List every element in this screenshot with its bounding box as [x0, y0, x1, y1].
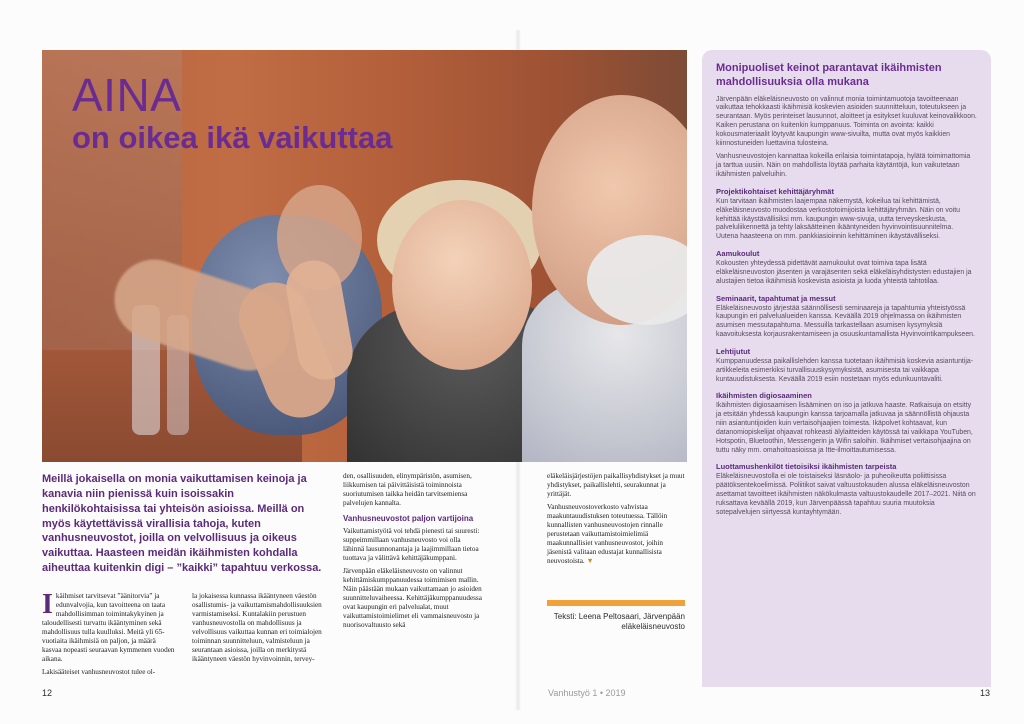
sidebar-section-heading: Aamukoulut: [716, 249, 760, 259]
magazine-footer: Vanhustyö 1 • 2019: [548, 688, 626, 698]
sidebar-section-heading: Luottamushenkilöt tietoisiksi ikäihmisten tarpeista: [716, 462, 897, 472]
body-subheading: Vanhusneuvostot paljon vartijoina: [343, 514, 474, 523]
sidebar-section-seminaarit: [716, 294, 977, 340]
sidebar-section-text: Eläkeläisneuvosto järjestää säännöllisesti seminaareja ja tapahtumia yhteistyössä kaupungin eri palvelualueiden kanssa. Keväällä 2019 ohjelmassa on ikäihmisten asumisen messutapahtuma. Messuilla tarkastellaan asumisen kysymyksiä kaavoituksesta korjausrakentamiseen ja osuuskuntamallista Hyvinvointikampukseen.: [716, 304, 975, 339]
sidebar-section-heading: Lehtijutut: [716, 346, 751, 356]
headline-line-2: on oikea ikä vaikuttaa: [72, 120, 393, 155]
body-column-3: [343, 472, 483, 634]
sidebar-intro-1: Järvenpään eläkeläisneuvosto on valinnut monia toimintamuotoja tavoitteenaan vaikuttaa tehokkaasti ikäihmisiä koskevien asioiden suunnitteluun, toteutukseen ja seurantaan. Myös perinteiset lausunnot, aloitteet ja esitykset kuuluvat keinovalikkoon. Kaiken perustana on kuitenkin kumppanuus. Toiminta on avointa: kaikki kokousmateriaalit löytyvät kaupungin www-sivuilta, mutta ovat myös kaikkien kiinnostuneiden luettavina tulosteina.: [716, 95, 977, 147]
body-paragraph-text: Vanhusneuvostoverkosto vahvistaa maakuntauudistuksen toteutuessa. Tällöin kunnallisten vanhusneuvostojen rinnalle perustetaan vaikuttamistoimielimiä maakunnallisiet vanhusneuvostot, joihin jäsenistä valitaan edustajat kunnallisista neuvostoista.: [547, 503, 668, 565]
credit-line-2: eläkeläisneuvosto: [621, 621, 685, 631]
page-number-right: 13: [979, 688, 990, 698]
body-paragraph: käihmiset tarvitsevat ”äänitorvia” ja edunvalvojia, kun tavoitteena on taata mahdollisimman toimintakykyinen ja taloudellisesti turvattu ikääntyminen sekä mahdollisuus tulla kuulluksi. Meitä yli 65-vuotiaita ikäihmisiä on paljon, ja määrä kasvaa nopeasti seuraavan kymmenen vuoden aikana.: [42, 592, 175, 663]
body-column-4: [547, 472, 687, 570]
photo-woman-face: [392, 200, 532, 370]
sidebar-section-heading: Seminaarit, tapahtumat ja messut: [716, 293, 836, 303]
sidebar-section-text: Kun tarvitaan ikäihmisten laajempaa näkemystä, kokeilua tai kehittämistä, eläkeläisneuvosto muodostaa verkostotoimijoista kehittäjäryhmän. Näin on voitu kehittää ikäystävällisiksi mm. kaupungin www-sivuja, uutta terveyskeskusta, palveluliikennettä ja tehty laksäätteinen ikääntyneiden hyvinvointisuunnitelma. Uutena haasteena on mm. pankkiasioinnin kehittäminen ikäystävälliseksi.: [716, 197, 960, 241]
page-number-left: 12: [42, 688, 53, 698]
body-column-1: [42, 589, 177, 681]
credit-line-1: Teksti: Leena Peltosaari, Järvenpään: [553, 612, 685, 621]
sidebar-section-aamukoulut: [716, 249, 977, 286]
sidebar-section-digiosaaminen: [716, 391, 977, 455]
drop-cap: I: [42, 589, 53, 620]
headline-line-1: AINA: [72, 69, 182, 121]
sidebar-section-text: Kumppanuudessa paikallislehden kanssa tuotetaan ikäihmisiä koskevia asiantuntija-artikkeleita esimerkiksi turvallisuuskysymyksistä, asumisesta tai vaikkapa kuntauudistuksesta. Keväällä 2019 esiin nostetaan myös edunkuuntavaliti.: [716, 357, 974, 383]
sidebar-section-projektiryhmat: [716, 187, 977, 242]
sidebar-title: Monipuoliset keinot parantavat ikäihmisten mahdollisuuksia olla mukana: [716, 62, 942, 88]
body-paragraph: [547, 503, 687, 566]
body-paragraph: Järvenpään eläkeläisneuvosto on valinnut kehittämiskumppanuudessa toimimisen mallin. Näin päästään mukaan vaikuttamaan jo asioiden suunnitteluvaiheessa. Kehittäjäkumppanuudessa ovat kaupungin eri palvelualat, muut vaikuttamistoimielimet eli vammaisneuvosto ja nuorisovaltuusto sekä: [343, 567, 482, 629]
end-mark-icon: ▼: [586, 557, 594, 565]
body-column-2: [192, 592, 332, 668]
info-sidebar: [702, 50, 991, 687]
sidebar-intro-2: Vanhusneuvostojen kannattaa kokeilla erilaisia toimintatapoja, hylätä toimimattomia ja tarttua uusiin. Näin on mahdollista löytää parhaita käytäntöjä, kun vaikutetaan ikäihmisten palveluihin.: [716, 153, 971, 179]
sidebar-section-text: Kokousten yhteydessä pidettävät aamukoulut ovat toimiva tapa lisätä eläkeläisneuvoston jäsenten ja varajäsenten sekä eläkeläisyhdistysten edustajien ja alustajien tietoa ikäihmisiä koskevista asioista ja luoda yhteistä tahtotilaa.: [716, 260, 972, 285]
sidebar-section-heading: Ikäihmisten digiosaaminen: [716, 391, 812, 401]
sidebar-section-luottamushenkilot: [716, 462, 977, 517]
sidebar-section-lehtijutut: [716, 347, 977, 384]
article-headline: [72, 69, 452, 155]
body-paragraph: la jokaisessa kunnassa ikääntyneen väestön osallistumis- ja vaikuttamismahdollisuuksien varmistamiseksi. Kuntalakiin perustuen vanhusneuvostolla on mahdollisuus ja velvollisuus vaikuttaa kunnan eri toimialojen toiminnan suunnitteluun, valmisteluun ja seurantaan asioissa, joilla on merkitystä ikääntyneen väestön hyvinvoinnin, tervey-: [192, 592, 322, 663]
sidebar-section-text: Ikäihmisten digiosaamisen lisääminen on iso ja jatkuva haaste. Ratkaisuja on etsitty ja etsitään yhdessä kaupungin kanssa tarjoamalla jatkuvaa ja säännöllistä ohjausta niin asiantuntijoiden kuin vertaisohjaajien toimesta. Ikäpolvet kohtaavat, kun datanomiopiskelijat ohjaavat rohkeasti älylaitteiden käytössä tai vaikkapa YouTuben, Hotspotin, Bluetoothin, Messengerin ja Wifin saloihin. Ikäihmiset vertaisohjaajina on tuttu näky mm. omahoitoasioissa ja Itte-ilmoittautumisessa.: [716, 402, 973, 454]
article-lead: Meillä jokaisella on monia vaikuttamisen keinoja ja kanavia niin pienissä kuin isoissakin henkilökohtaisissa tai yhteisön asioissa. Meillä on myös käytettävissä virallisia tahoja, kuten vanhusneuvostot, joilla on velvollisuus ja oikeus vaikuttaa. Haasteen meidän ikäihmisten kohdalla aiheuttaa kuitenkin digi – ”kaikki” tapahtuu verkossa.: [42, 473, 322, 575]
body-paragraph: Lakisääteiset vanhusneuvostot tulee ol-: [42, 668, 156, 676]
body-paragraph: Vaikuttamistyötä voi tehdä pienesti tai suuresti: suppeimmillaan vanhusneuvosto voi olla lähinnä lausunnonantaja ja laajimmillaan tietoa tuottava ja välittävä kehittäjäkumppani.: [343, 527, 480, 562]
article-credit: [547, 612, 685, 631]
sidebar-section-text: Eläkeläisneuvostolla ei ole toistaiseksi läsnäolo- ja puheoikeutta poliittisissa päätöksentekoelimissä. Poliitikot saivat valtuustokauden alussa eläkeläisneuvoston asettamat tavoitteet ikäihmisten näkökulmasta valtuustokaudelle 2017–2021. Niitä on ruksattava keväällä 2019, kun Järvenpäässä tapahtuu suuria muutoksia sotepalvelujen siirtyessä kuntayhtymään.: [716, 473, 976, 516]
credit-accent-bar: [547, 600, 685, 606]
sidebar-section-heading: Projektikohtaiset kehittäjäryhmät: [716, 186, 834, 196]
body-paragraph: den, osallisuuden, elinympäristön, asumisen, liikkumisen tai päivittäisistä toiminnoista suoriutumisen taikka heidän tarvitsemiensa palvelujen kannalta.: [343, 472, 472, 507]
body-paragraph: eläkeläisjärjestöjen paikallisyhdistykset ja muut yhdistykset, paikallislehti, seurakunnat ja yrittäjät.: [547, 472, 685, 498]
